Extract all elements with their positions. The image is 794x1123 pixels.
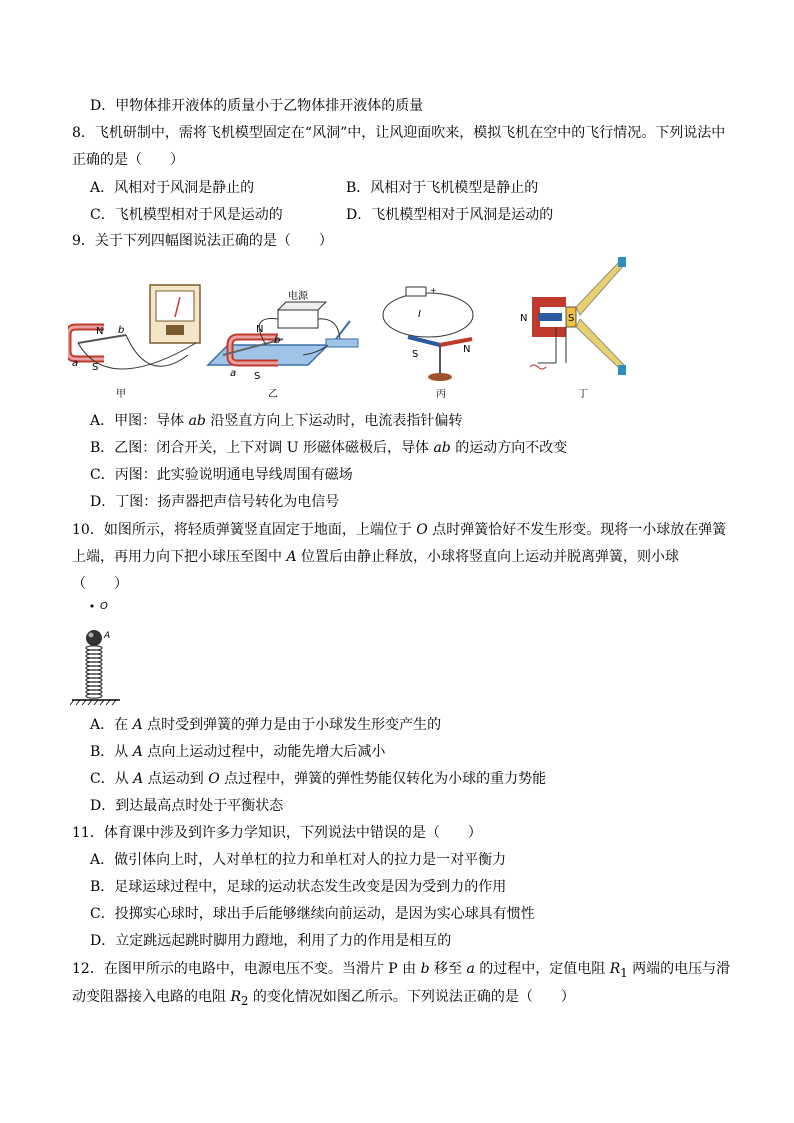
label-jia: 甲 bbox=[116, 389, 126, 400]
power-label: 电源 bbox=[288, 291, 308, 302]
yi-b: b bbox=[274, 335, 281, 346]
ding-S: S bbox=[568, 313, 575, 324]
figure-yi bbox=[208, 289, 358, 400]
q10-stem-line2: 上端，再用力向下把小球压至图中 A 位置后由静止释放，小球将竖直向上运动并脱离弹簧，则小球 bbox=[72, 549, 680, 565]
q8-option-b: B．风相对于飞机模型是静止的 bbox=[346, 180, 539, 196]
q10-stem-line1: 10．如图所示，将轻质弹簧竖直固定于地面，上端位于 O 点时弹簧恰好不发生形变。现将一小球放在弹簧 bbox=[72, 522, 727, 538]
svg-text:+: + bbox=[430, 286, 437, 295]
q9-option-b: B．乙图：闭合开关，上下对调 U 形磁体磁极后，导体 ab 的运动方向不改变 bbox=[90, 440, 568, 456]
figure-bing bbox=[383, 286, 473, 400]
q11-option-c: C．投掷实心球时，球出手后能够继续向前运动，是因为实心球具有惯性 bbox=[90, 906, 535, 922]
q9-option-a: A．甲图：导体 ab 沿竖直方向上下运动时，电流表指针偏转 bbox=[90, 413, 463, 429]
q11-stem: 11．体育课中涉及到许多力学知识，下列说法中错误的是（ ） bbox=[72, 825, 482, 841]
q9-option-c: C．丙图：此实验说明通电导线周围有磁场 bbox=[90, 467, 353, 483]
jia-N: N bbox=[96, 326, 104, 337]
q11-option-d: D．立定跳远起跳时脚用力蹬地，利用了力的作用是相互的 bbox=[90, 933, 452, 949]
q12-stem-line2: 动变阻器接入电路的电阻 $R_2$ 的变化情况如图乙所示。下列说法正确的是（ ） bbox=[72, 989, 575, 1008]
label-bing: 丙 bbox=[436, 389, 446, 400]
q8-option-d: D．飞机模型相对于风洞是运动的 bbox=[346, 207, 554, 223]
q7-option-d: D．甲物体排开液体的质量小于乙物体排开液体的质量 bbox=[90, 98, 424, 114]
q11-option-b: B．足球运球过程中，足球的运动状态发生改变是因为受到力的作用 bbox=[90, 879, 507, 895]
q12-stem-line1: 12．在图甲所示的电路中，电源电压不变。当滑片 P 由 b 移至 a 的过程中，定值电阻 $R_1$ 两端的电压与滑 bbox=[72, 961, 731, 980]
q9-stem: 9．关于下列四幅图说法正确的是（ ） bbox=[72, 233, 333, 249]
q10-option-b: B．从 A 点向上运动过程中，动能先增大后减小 bbox=[90, 744, 386, 760]
bing-S: S bbox=[412, 349, 419, 360]
q10-option-a: A．在 A 点时受到弹簧的弹力是由于小球发生形变产生的 bbox=[90, 717, 442, 733]
label-a: A bbox=[104, 631, 111, 641]
ding-N: N bbox=[520, 313, 528, 324]
bing-I: I bbox=[418, 309, 421, 320]
yi-N: N bbox=[256, 324, 264, 335]
figure-jia bbox=[68, 285, 200, 400]
bing-N: N bbox=[463, 344, 471, 355]
q8-stem-line2: 正确的是（ ） bbox=[72, 152, 184, 168]
label-yi: 乙 bbox=[268, 389, 278, 400]
q10-figure bbox=[70, 596, 130, 708]
q10-option-d: D．到达最高点时处于平衡状态 bbox=[90, 798, 284, 814]
q11-option-a: A．做引体向上时，人对单杠的拉力和单杠对人的拉力是一对平衡力 bbox=[90, 852, 507, 868]
label-o: O bbox=[100, 601, 108, 612]
q10-option-c: C．从 A 点运动到 O 点过程中，弹簧的弹性势能仅转化为小球的重力势能 bbox=[90, 771, 547, 787]
jia-a: a bbox=[72, 358, 79, 369]
q8-option-c: C．飞机模型相对于风是运动的 bbox=[90, 207, 283, 223]
q8-stem-line1: 8．飞机研制中，需将飞机模型固定在“风洞”中，让风迎面吹来，模拟飞机在空中的飞行情况。下列说法中 bbox=[72, 125, 726, 141]
q9-figures bbox=[68, 255, 668, 405]
yi-a: a bbox=[230, 368, 237, 379]
jia-b: b bbox=[118, 325, 125, 336]
label-ding: 丁 bbox=[578, 389, 588, 400]
jia-S: S bbox=[92, 362, 99, 373]
q9-option-d: D．丁图：扬声器把声信号转化为电信号 bbox=[90, 494, 340, 510]
q10-stem-line3: （ ） bbox=[72, 576, 128, 592]
figure-ding bbox=[520, 257, 626, 400]
yi-S: S bbox=[254, 371, 261, 382]
q8-option-a: A．风相对于风洞是静止的 bbox=[90, 180, 255, 196]
